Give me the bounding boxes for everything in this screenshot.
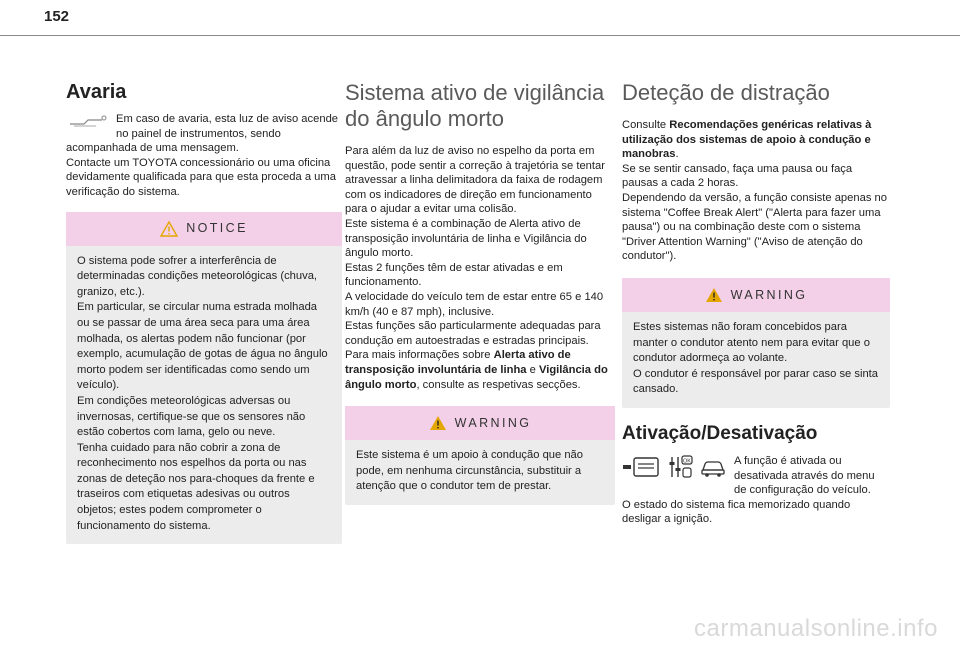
warning-triangle-icon [160, 221, 178, 237]
warning-title: WARNING [454, 415, 532, 430]
car-icon [700, 456, 726, 478]
warning-header [622, 278, 890, 312]
warning-triangle-icon [705, 287, 723, 303]
warning-triangle-icon [429, 415, 447, 431]
touchscreen-icon [622, 456, 662, 478]
column-avaria [66, 80, 342, 544]
section-title-distraction: Deteção de distração [622, 80, 830, 105]
link-recommendations: Recomendações genéricas relativas à utilização dos sistemas de apoio à condução e manobras [622, 119, 872, 161]
header-divider [0, 35, 960, 36]
distraction-p1: Consulte Recomendações genéricas relativas à utilização dos sistemas de apoio à condução e manobras. [622, 119, 872, 161]
warning-text: Estes sistemas não foram concebidos para manter o condutor atento nem para evitar que o condutor adormeça ao volante. O condutor é responsável por parar caso se sinta cansado. [633, 320, 879, 396]
section-title-blind-spot: Sistema ativo de vigilância do ângulo morto [345, 80, 605, 131]
column-blind-spot [345, 80, 615, 505]
blind-spot-warning-icon [66, 114, 110, 128]
settings-sliders-icon [668, 454, 694, 480]
blind-spot-p6: Para mais informações sobre Alerta ativo de transposição involuntária de linha e Vigilância do ângulo morto, consulte as respetivas secções. [345, 349, 608, 391]
section-title-avaria: Avaria [66, 81, 127, 103]
section-title-activation: Ativação/Desativação [622, 422, 818, 444]
link-lane-departure: Alerta ativo de transposição involuntária de linha [345, 349, 571, 376]
distraction-p3: Dependendo da versão, a função consiste apenas no sistema "Coffee Break Alert" ("Alerta para fazer uma pausa") ou na combinação deste com o sistema "Driver Attention Warning" ("Aviso de atenção do condutor"). [622, 191, 887, 263]
blind-spot-p4: A velocidade do veículo tem de estar entre 65 e 140 km/h (40 e 87 mph), inclusive. [345, 290, 604, 318]
watermark: carmanualsonline.info [694, 615, 938, 642]
warning-box-distraction [622, 278, 890, 408]
notice-title: NOTICE [186, 221, 248, 236]
warning-box-blind-spot [345, 406, 615, 505]
page-number: 152 [44, 8, 70, 25]
warning-text: Este sistema é um apoio à condução que não pode, em nenhuma circunstância, substituir a atenção que o condutor tem de prestar. [356, 449, 584, 493]
column-distraction [622, 80, 890, 527]
activation-p2: O estado do sistema fica memorizado quando desligar a ignição. [622, 498, 851, 526]
blind-spot-p2: Este sistema é a combinação de Alerta ativo de transposição involuntária de linha e Vigilância do ângulo morto. [345, 217, 587, 260]
link-blind-spot: Vigilância do ângulo morto [345, 363, 608, 391]
blind-spot-p1: Para além da luz de aviso no espelho da porta em questão, pode sentir a correção à trajetória se tentar atravessar a linha delimitadora da faixa de rodagem com os indicadores de direção em funcionamento para o ajudar a evitar uma colisão. [345, 145, 605, 216]
avaria-intro: Em caso de avaria, esta luz de aviso acende no painel de instrumentos, sendo acompanhada de uma mensagem. [66, 113, 339, 155]
warning-header [345, 406, 615, 440]
avaria-contact: Contacte um TOYOTA concessionário ou uma oficina devidamente qualificada para que esta proceda a uma verificação do sistema. [66, 156, 336, 198]
warning-title: WARNING [730, 287, 808, 302]
notice-header [66, 212, 342, 246]
activation-p1: A função é ativada ou desativada através do menu de configuração do veículo. [734, 454, 875, 497]
icon-badge-text: OK [683, 458, 691, 465]
activation-icons [622, 454, 726, 480]
activation-block [622, 454, 890, 527]
distraction-p2: Se se sentir cansado, faça uma pausa ou faça pausas a cada 2 horas. [622, 162, 853, 190]
blind-spot-p5: Estas funções são particularmente adequadas para condução em autoestradas e estradas principais. [345, 320, 601, 347]
notice-box [66, 212, 342, 545]
notice-text: O sistema pode sofrer a interferência de determinadas condições meteorológicas (chuva, granizo, etc.). Em particular, se circular numa estrada molhada ou se passar de uma área seca para uma área molhada, os alertas podem não funcionar (por exemplo, acumulação de gotas de água no ângulo morto podem ser identificadas como sendo um veículo). Em condições meteorológicas adversas ou invernosas, certifique-se que os sensores não estão cobertos com lama, gelo ou neve. Tenha cuidado para não cobrir a zona de reconhecimento nos espelhos da porta ou nas zonas de deteção nos para-choques da frente e traseiros com etiquetas adesivas ou outros objetos; estes podem comprometer o funcionamento do sistema. [77, 254, 328, 532]
blind-spot-p3: Estas 2 funções têm de estar ativadas e em funcionamento. [345, 261, 563, 289]
